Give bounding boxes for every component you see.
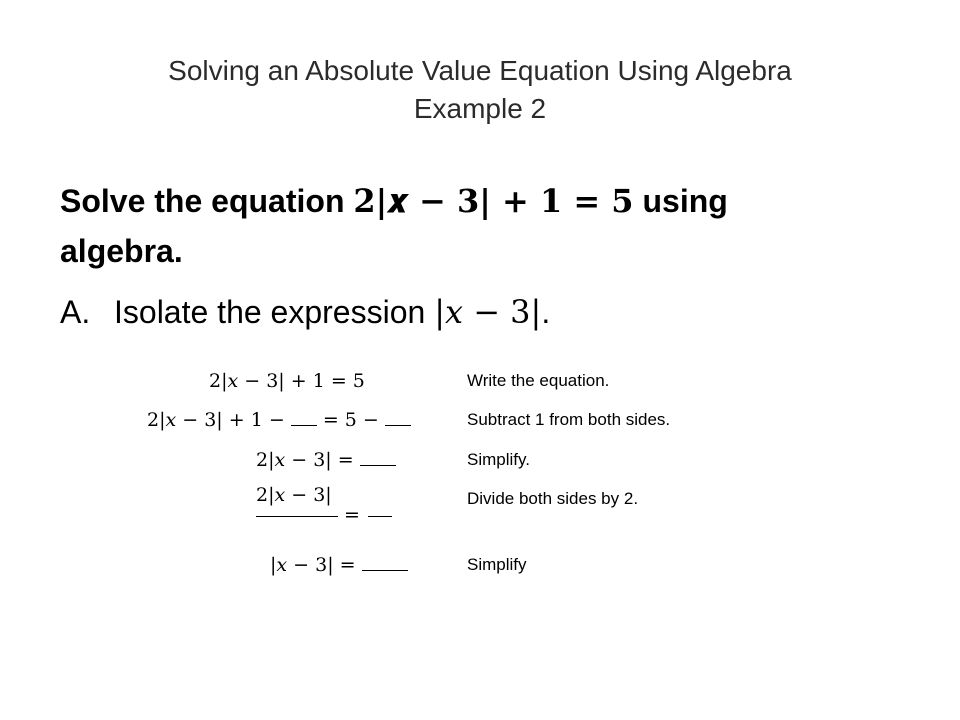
step-end: . [541, 294, 551, 330]
equation-row-5 [270, 553, 408, 577]
prompt-equation: 2|𝒙 − 𝟑| + 𝟏 = 𝟓 [353, 182, 634, 220]
prompt-suffix: using [633, 183, 728, 219]
prompt-prefix: Solve the equation [60, 183, 354, 219]
title-line-1: Solving an Absolute Value Equation Using Algebra [168, 55, 792, 86]
step-text: Isolate the expression [114, 294, 435, 330]
problem-prompt [60, 176, 880, 276]
fraction-equals: = [344, 504, 360, 526]
fraction-bar-right [368, 516, 392, 517]
equation-row-1: 2|𝑥 − 3| + 1 = 5 [209, 370, 365, 392]
blank-1 [291, 409, 317, 426]
blank-5 [362, 554, 408, 571]
description-row-3: Simplify. [467, 450, 530, 469]
blank-2 [385, 409, 411, 426]
step-letter: A. [60, 294, 91, 330]
equation-row-2 [147, 408, 411, 432]
fraction-bar [256, 516, 338, 517]
step-a [60, 290, 880, 334]
equation-row-2-mid: = 5 − [316, 409, 385, 431]
step-expression: |𝑥 − 3| [434, 293, 542, 331]
description-row-5: Simplify [467, 555, 527, 574]
title-line-2: Example 2 [413, 93, 547, 124]
equation-row-3 [256, 448, 396, 472]
equation-row-3-left: 2|𝑥 − 3| = [256, 449, 360, 471]
equation-row-5-left: |𝑥 − 3| = [270, 554, 362, 576]
blank-3 [360, 449, 396, 466]
description-row-2: Subtract 1 from both sides. [467, 410, 671, 429]
prompt-suffix-2: algebra. [60, 233, 183, 269]
slide-title [60, 52, 900, 128]
description-row-4: Divide both sides by 2. [467, 489, 639, 508]
equation-row-2-left: 2|𝑥 − 3| + 1 − [147, 409, 291, 431]
fraction-numerator: 2|𝑥 − 3| [256, 484, 332, 506]
description-row-1: Write the equation. [467, 371, 610, 390]
